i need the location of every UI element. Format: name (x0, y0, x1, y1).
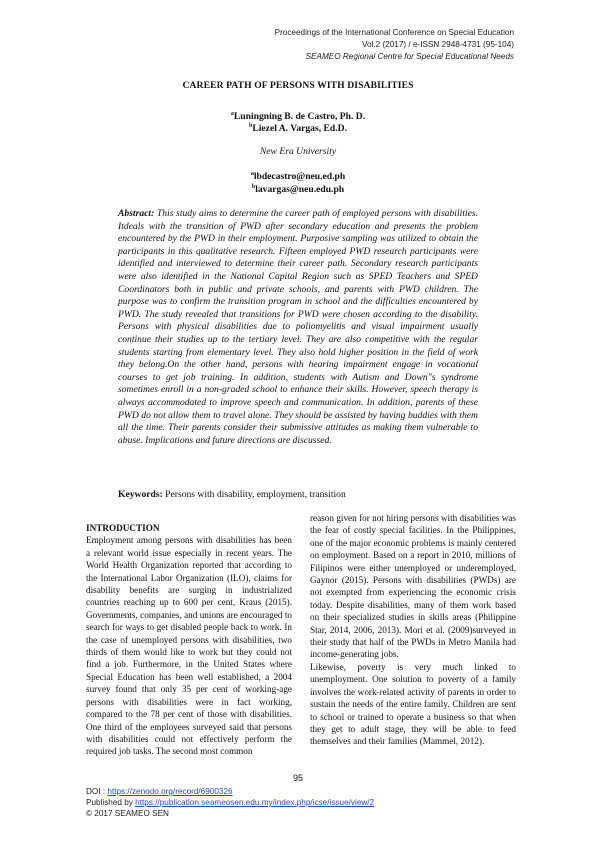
abstract-label: Abstract: (118, 208, 155, 219)
right-column (310, 512, 516, 748)
doi-link[interactable]: https://zenodo.org/record/6900326 (107, 787, 233, 796)
intro-paragraph-3: Likewise, poverty is very much linked to unemployment. One solution to poverty of a family involves the work-related activity of parents in order to sustain the needs of the entire family. Children are sent to school or trained to operate a business so that when they get to adult stage, they will be able to feed themselves and their families (Mammel, 2012). (310, 661, 516, 747)
email-2 (0, 183, 596, 196)
left-column (86, 522, 292, 758)
intro-paragraph-2: reason given for not hiring persons with disabilities was the fear of costly special facilities. In the Philippines, one of the major economic problems is mainly centered on employment. Based on a report in 2010, millions of Filipinos were either unemployed or underemployed, Gaynor (2015). Persons with disabilities (PWDs) are not exempted from experiencing the economic crisis today. Despite disabilities, many of them work based on their specialized studies in skills areas (Philippine Star, 2014, 2006, 2013). Mori et al. (2009)surveyed in their study that half of the PWDs in Metro Manila had income-generating jobs. (310, 513, 516, 660)
intro-paragraph-1: Employment among persons with disabilities has been a relevant world issue especially in recent years. The World Health Organization reported that according to the International Labor Organization (ILO), claims for disability benefits are surging in industrialized countries reaching up to 600 per cent, Kraus (2015). Governments, companies, and unions are encouraged to search for ways to get disabled people back to work. In the case of unemployed persons with disabilities, two thirds of them would like to work but they could not find a job. Furthermore, in the United States where Special Education has been well established, a 2004 survey found that only 35 per cent of working-age persons with disabilities were in fact working, compared to the 78 per cent of those with disabilities. One third of the employees surveyed said that persons with disabilities could not effectively perform the required job tasks. The second most common (86, 535, 292, 757)
affiliation: New Era University (259, 146, 337, 157)
paper-title: CAREER PATH OF PERSONS WITH DISABILITIES (182, 80, 414, 91)
email-2-address: lavargas@neu.edu.ph (255, 184, 345, 195)
running-header (275, 27, 514, 63)
doi-label: DOI : (86, 787, 108, 796)
header-centre: SEAMEO Regional Centre for Special Educational Needs (305, 52, 514, 61)
page-number: 95 (292, 773, 303, 783)
email-2-affil: b (251, 184, 256, 190)
page-footer (86, 786, 374, 819)
author-1 (0, 111, 596, 123)
doi-line (86, 786, 374, 797)
published-line (86, 797, 374, 808)
email-1-affil: a (250, 171, 254, 177)
email-1 (0, 170, 596, 183)
keywords-label: Keywords: (118, 489, 163, 500)
author-1-name: Luningning B. de Castro, Ph. D. (233, 111, 366, 122)
header-conference: Proceedings of the International Conference on Special Education (274, 28, 514, 37)
section-heading-introduction: INTRODUCTION (86, 523, 160, 533)
published-label: Published by (86, 798, 136, 807)
author-2-affil: b (249, 123, 253, 129)
publisher-link[interactable]: https://publication.seameosen.edu.my/index.php/icse/issue/view/2 (135, 798, 375, 807)
abstract-text: This study aims to determine the career path of employed persons with disabilities. Itdeals with the transition of PWD after secondary education and presents the problem encountered by the PWD in their employment. Purposive sampling was utilized to obtain the participants in this qualitative research. Fifteen employed PWD research participants were identified and interviewed to determine their career path. Secondary research participants were also identified in the National Capital Region such as SPED Teachers and SPED Coordinators both in public and private schools, and parents with PWD children. The purpose was to confirm the transition program in school and the difficulties encountered by PWD. The study revealed that transitions for PWD were chosen according to the disability. Persons with physical disabilities due to poliomyelitis and visual impairment usually continue their studies up to the tertiary level. They are also competitive with the regular students starting from elementary level. They also hold higher position in the field of work they belong.On the other hand, persons with hearing impairment engage in vocational courses to get job training. In addition, students with Autism and Down"s syndrome sometimes enroll in a non-graded school to enhance their skills. However, speech therapy is always accommodated to improve speech and communication. In addition, parents of these PWD do not allow them to travel alone. They should be assisted by having buddies with them all the time. Their parents consider their submissive attitudes as making them vulnerable to abuse. Implications and future directions are discussed. (118, 208, 478, 446)
keywords-text: Persons with disability, employment, transition (165, 489, 346, 500)
author-block (0, 111, 596, 135)
abstract (118, 208, 478, 447)
email-1-address: lbdecastro@neu.ed.ph (253, 171, 346, 182)
header-volume: Vol.2 (2017) / e-ISSN 2948-4731 (95-104) (361, 40, 514, 49)
author-1-affil: a (230, 111, 234, 117)
author-2-name: Liezel A. Vargas, Ed.D. (252, 123, 347, 134)
keywords (118, 489, 478, 500)
author-2 (0, 123, 596, 135)
email-block (0, 170, 596, 196)
copyright: © 2017 SEAMEO SEN (86, 809, 169, 818)
